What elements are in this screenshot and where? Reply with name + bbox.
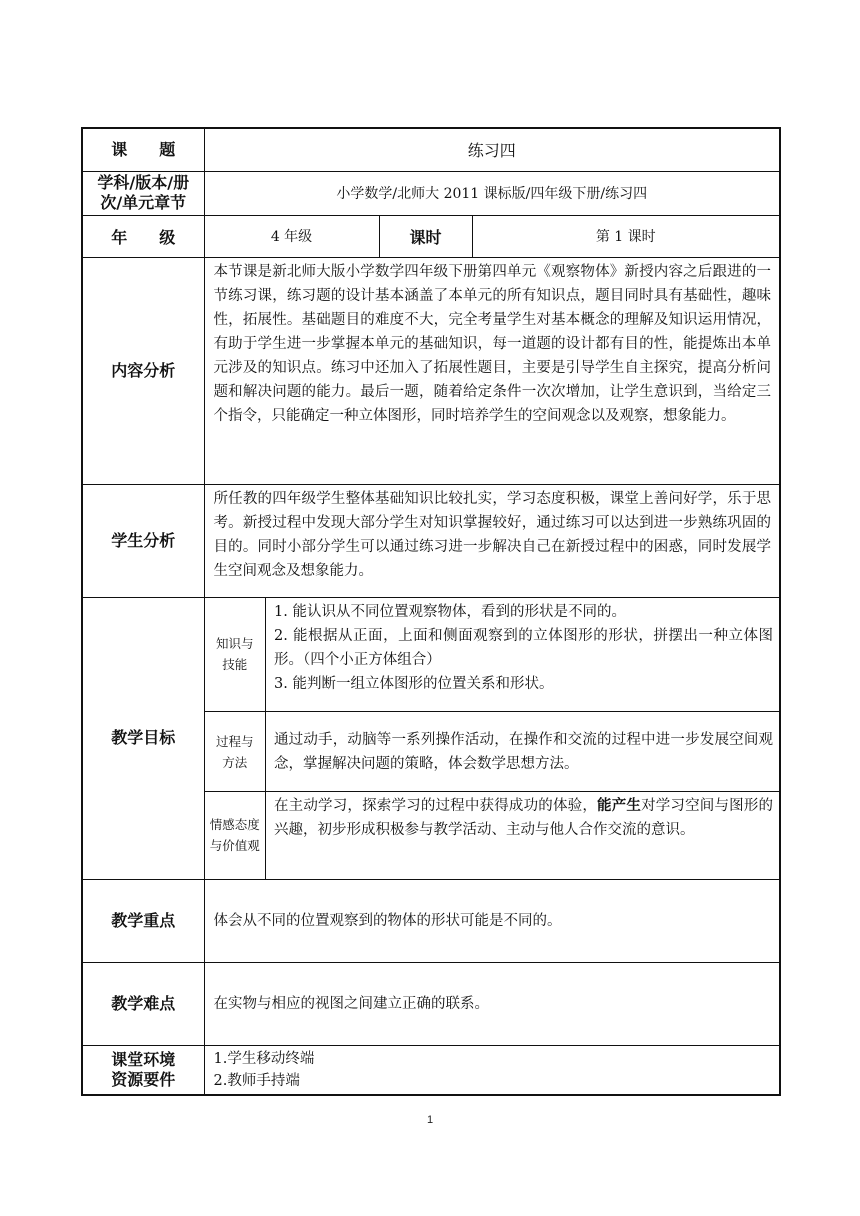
teaching-goals-label: 教学目标 [82,597,204,879]
emotion-text-before: 在主动学习，探索学习的过程中获得成功的体验， [274,798,598,814]
difficult-points-text: 在实物与相应的视图之间建立正确的联系。 [204,962,780,1045]
environment-label: 课堂环境资源要件 [82,1045,204,1095]
environment-row [82,1045,780,1095]
difficult-points-label: 教学难点 [82,962,204,1045]
period-value: 第 1 课时 [472,215,780,257]
key-points-label: 教学重点 [82,879,204,962]
emotion-text-bold: 能产生 [597,798,642,814]
student-analysis-row [82,484,780,597]
knowledge-item: 1. 能认识从不同位置观察物体，看到的形状是不同的。 [274,603,626,620]
emotion-text [266,792,780,879]
student-analysis-text: 所任教的四年级学生整体基础知识比较扎实，学习态度积极，课堂上善问好学，乐于思考。新授过程中发现大部分学生对知识掌握较好，通过练习可以达到进一步熟练巩固的目的。同时小部分学生可以通过练习进一步解决自己在新授过程中的困惑，同时发展学生空间观念及想象能力。 [204,484,780,597]
knowledge-item: 2. 能根据从正面，上面和侧面观察到的立体图形的形状，拼摆出一种立体图形。（四个小正方体组合） [274,627,774,668]
teaching-goals-row [82,597,780,879]
subject-row [82,171,780,215]
emotion-text-after: 对学习空间与图形的兴趣，初步形成积极参与教学活动、主动与他人合作交流的意识。 [274,798,774,838]
lesson-plan-table [81,127,781,1096]
grade-label: 年 级 [82,215,204,257]
title-row [82,128,780,171]
key-points-text: 体会从不同的位置观察到的物体的形状可能是不同的。 [204,879,780,962]
title-value: 练习四 [204,128,780,171]
knowledge-items [266,598,780,712]
knowledge-label: 知识与技能 [205,598,266,712]
knowledge-item: 3. 能判断一组立体图形的位置关系和形状。 [274,675,554,692]
process-label: 过程与方法 [205,712,266,792]
content-analysis-text: 本节课是新北师大版小学数学四年级下册第四单元《观察物体》新授内容之后跟进的一节练习课，练习题的设计基本涵盖了本单元的所有知识点，题目同时具有基础性，趣味性，拓展性。基础题目的难度不大，完全考量学生对基本概念的理解及知识运用情况，有助于学生进一步掌握本单元的基础知识，每一道题的设计都有目的性，能提炼出本单元涉及的知识点。练习中还加入了拓展性题目，主要是引导学生自主探究，提高分析问题和解决问题的能力。最后一题，随着给定条件一次次增加，让学生意识到，当给定三个指令，只能确定一种立体图形，同时培养学生的空间观念以及观察，想象能力。 [204,257,780,484]
teaching-goals-cell [204,597,780,879]
content-analysis-row [82,257,780,484]
key-points-row [82,879,780,962]
environment-item: 1.学生移动终端 [213,1050,315,1067]
grade-value: 4 年级 [204,215,379,257]
subject-value: 小学数学/北师大 2011 课标版/四年级下册/练习四 [204,171,780,215]
emotion-row [205,792,780,879]
knowledge-row [205,598,780,712]
grade-row [82,215,780,257]
environment-items [204,1045,780,1095]
subject-label: 学科/版本/册次/单元章节 [82,171,204,215]
emotion-label: 情感态度与价值观 [205,792,266,879]
student-analysis-label: 学生分析 [82,484,204,597]
environment-item: 2.教师手持端 [213,1072,300,1089]
title-label: 课 题 [82,128,204,171]
teaching-goals-subtable [205,598,780,879]
period-label: 课时 [379,215,472,257]
process-row [205,712,780,792]
content-analysis-label: 内容分析 [82,257,204,484]
page-number: 1 [426,1114,434,1126]
process-text: 通过动手，动脑等一系列操作活动，在操作和交流的过程中进一步发展空间观念，掌握解决问题的策略，体会数学思想方法。 [266,712,780,792]
difficult-points-row [82,962,780,1045]
